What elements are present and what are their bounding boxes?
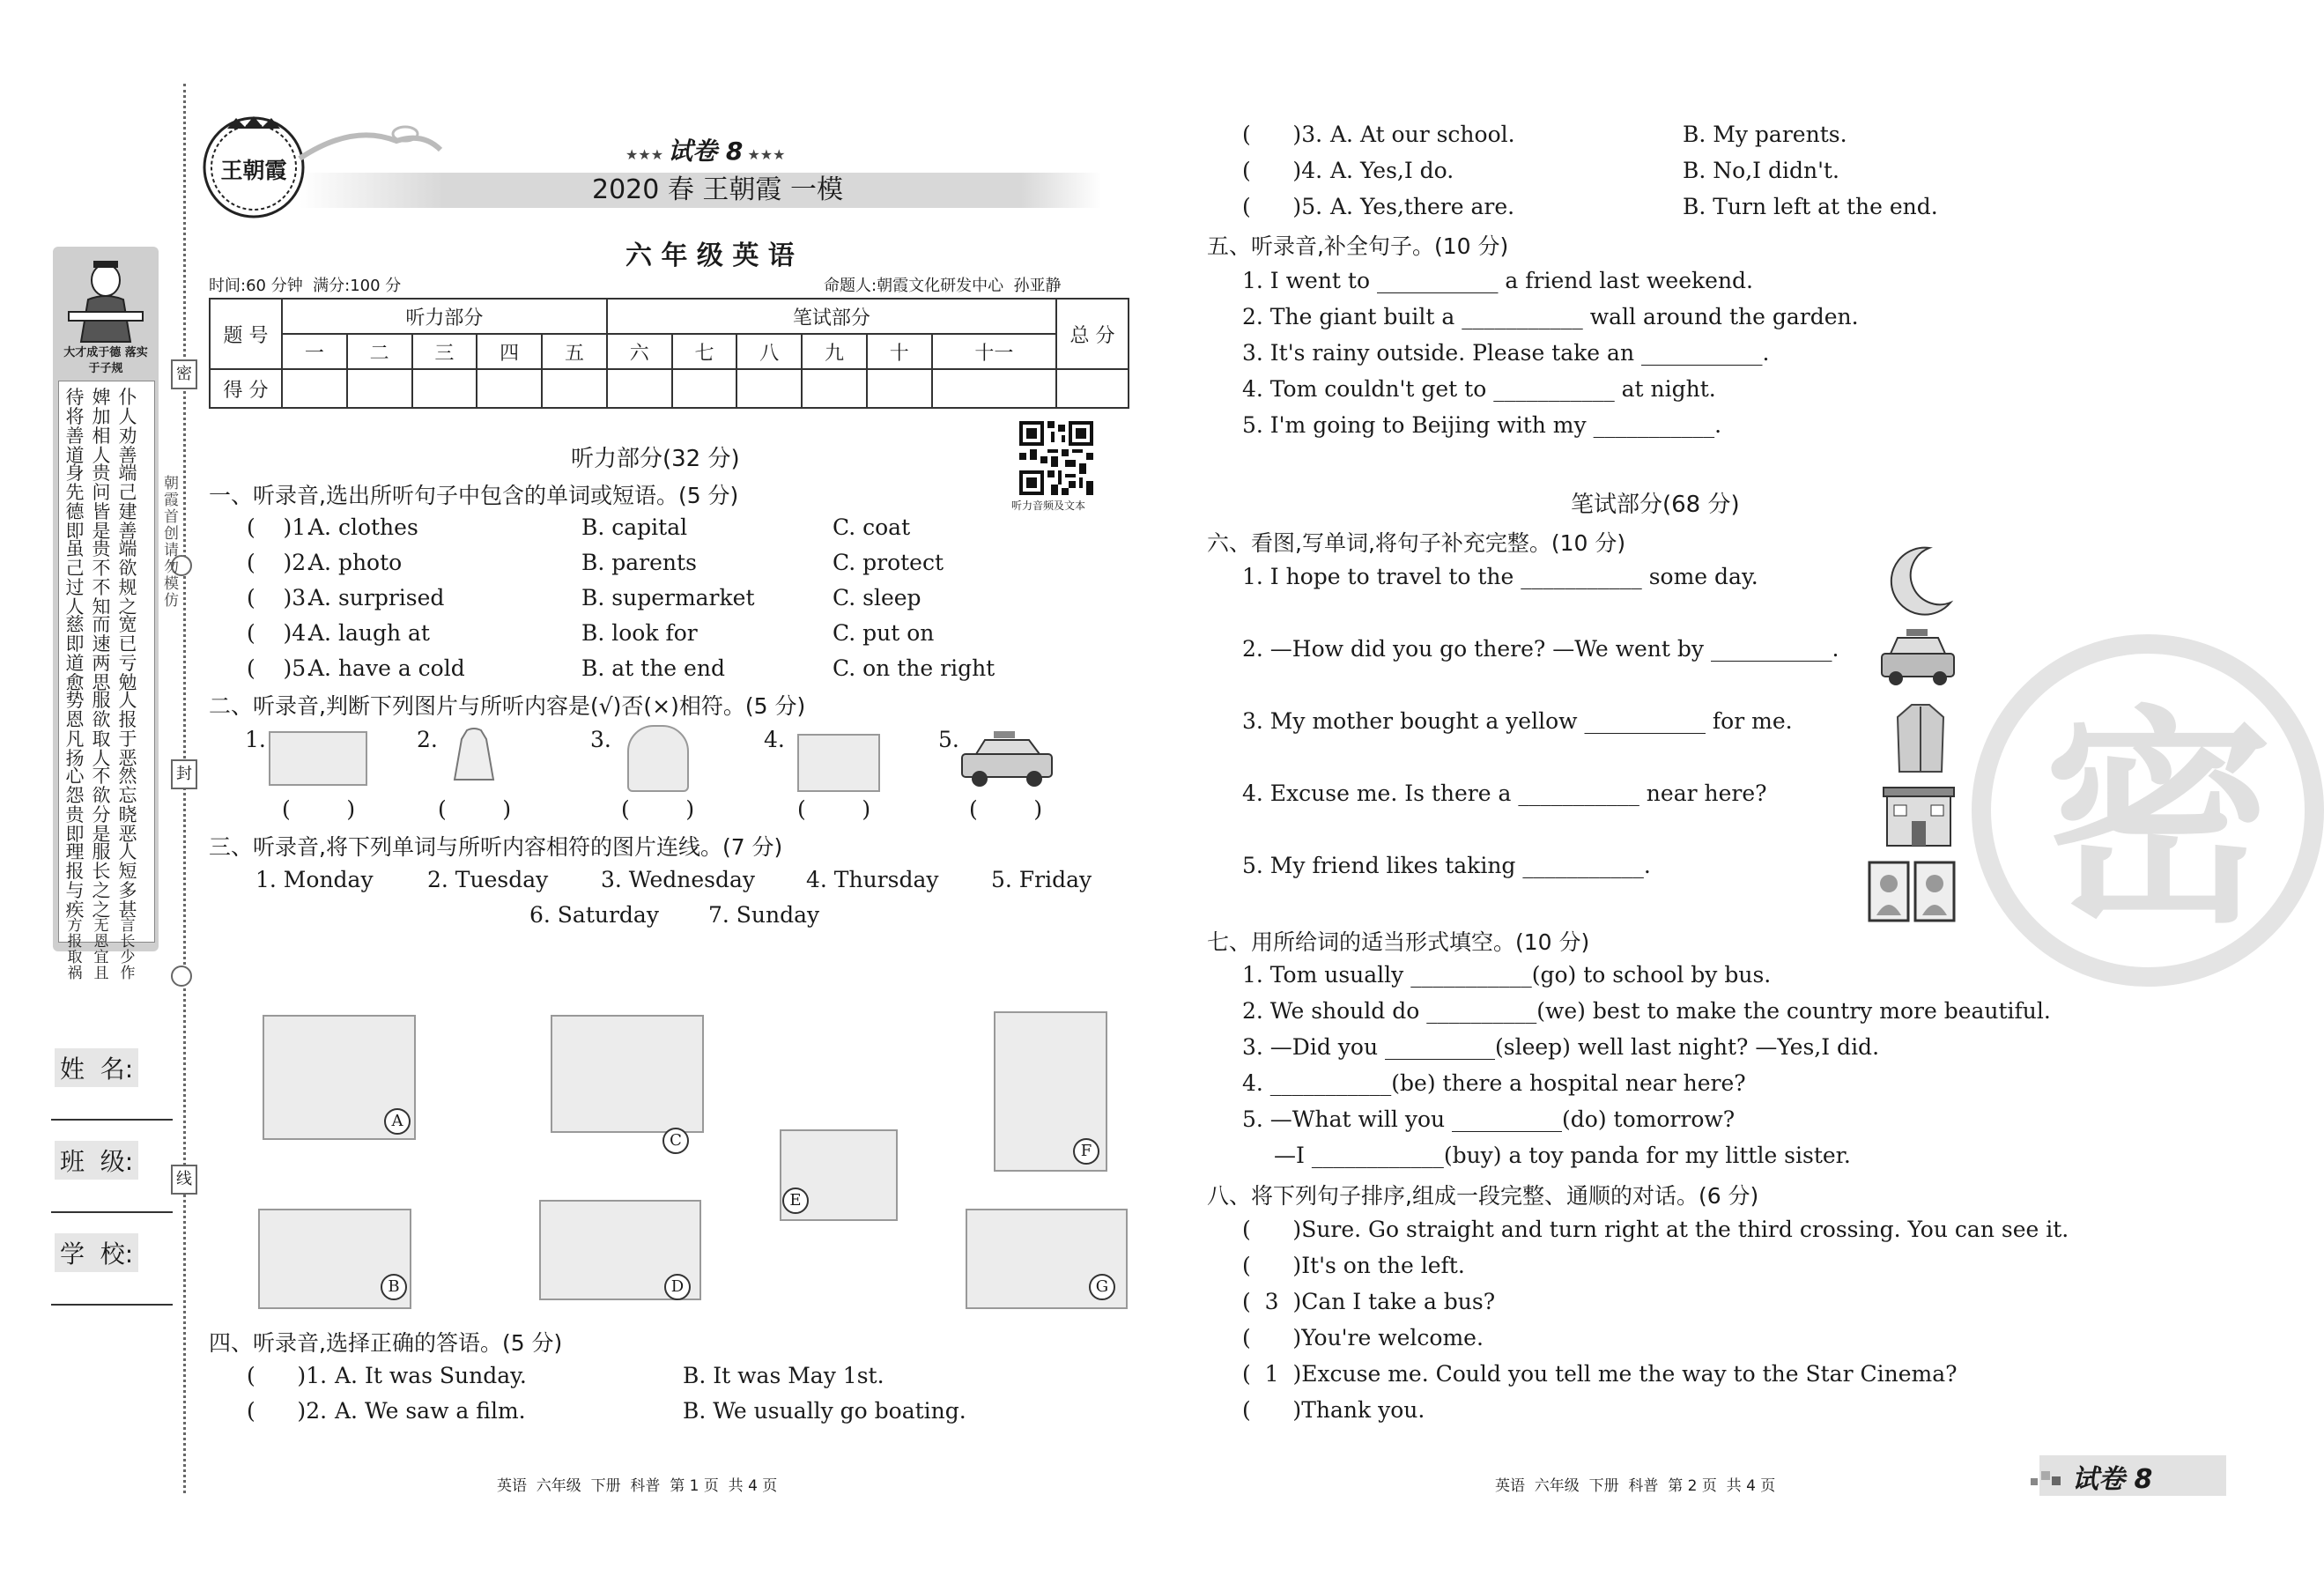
s6-item-1[interactable]: 1. I hope to travel to the ___________ some day. — [1242, 564, 1758, 589]
qr-code[interactable] — [1019, 421, 1093, 495]
watermark-char: 密 — [2044, 688, 2273, 954]
s1-item-1 — [247, 513, 911, 543]
time-info: 时间:60 分钟 满分:100 分 — [209, 277, 402, 295]
subject-title: 六 年 级 英 语 — [625, 240, 795, 271]
section-1-title: 一、听录音,选出所听句子中包含的单词或短语。(5 分) — [209, 483, 739, 508]
s2-paren-2[interactable]: ( ) — [438, 796, 512, 822]
s3-picture-c[interactable] — [551, 1015, 704, 1133]
s1-item-5 — [247, 654, 995, 684]
listening-title: 听力部分(32 分) — [571, 446, 740, 472]
option-c: C. on the right — [833, 655, 995, 681]
option-c: C. coat — [833, 514, 911, 540]
score-col: 八 — [736, 334, 802, 369]
s2-picture-2 — [448, 727, 500, 787]
s4-item-5 — [1242, 192, 1938, 222]
option-b: B. No,I didn't. — [1683, 158, 1839, 183]
moon-icon — [1884, 544, 1954, 617]
logo-text: 王朝霞 — [220, 158, 287, 183]
motto-col: 贵问皆是 — [92, 462, 111, 542]
option-b: B. It was May 1st. — [683, 1363, 884, 1388]
s3-word-3[interactable]: 3. Wednesday — [601, 867, 756, 892]
score-table — [209, 298, 1129, 409]
paper-label-row — [625, 132, 785, 164]
logo — [201, 115, 307, 220]
s7-item-2[interactable]: 2. We should do __________(we) best to make the country more beautiful. — [1242, 998, 2051, 1024]
section-6-title: 六、看图,写单词,将句子补充完整。(10 分) — [1207, 530, 1626, 556]
motto-col: 势恩凡扬 — [65, 690, 85, 769]
taxi-icon — [1878, 627, 1958, 691]
school-input-line[interactable] — [51, 1304, 173, 1306]
dialogue-text: Excuse me. Could you tell me the way to the Star Cinema? — [1301, 1361, 1958, 1387]
footer-tag: 试卷 8 — [2072, 1464, 2153, 1495]
score-col: 五 — [542, 334, 607, 369]
option-a: A. have a cold — [308, 655, 465, 681]
motto-header: 大才成于德 落实于子规 — [63, 346, 148, 375]
option-b: B. capital — [581, 514, 688, 540]
s7-item-5[interactable]: 5. —What will you __________(do) tomorrow? — [1242, 1106, 1736, 1132]
score-table-total: 总 分 — [1056, 299, 1129, 369]
motto-col: 待将善道 — [65, 387, 85, 466]
score-cell[interactable] — [347, 369, 412, 408]
answer-paren[interactable]: ( )3. — [1242, 122, 1323, 147]
author-info: 命题人:朝霞文化研发中心 孙亚静 — [824, 277, 1062, 295]
motto-col: 服欲取人 — [92, 690, 111, 769]
option-a: A. Yes,I do. — [1330, 158, 1454, 183]
cut-line-label-2: 封 — [171, 759, 197, 789]
option-c: C. sleep — [833, 585, 921, 610]
s3-label-g: G — [1089, 1274, 1115, 1300]
option-c: C. protect — [833, 550, 944, 575]
s2-num-4: 4. — [764, 727, 785, 752]
dialogue-text: Can I take a bus? — [1301, 1289, 1496, 1314]
dialogue-text: Thank you. — [1301, 1397, 1425, 1423]
score-table-row-label: 得 分 — [210, 369, 282, 408]
motto-col: 方报取祸 — [67, 917, 83, 982]
score-cell[interactable] — [542, 369, 607, 408]
dialogue-text: It's on the left. — [1301, 1253, 1465, 1278]
s5-item-4[interactable]: 4. Tom couldn't get to ___________ at night. — [1242, 376, 1716, 402]
option-c: C. put on — [833, 620, 935, 646]
s5-item-1[interactable]: 1. I went to ___________ a friend last weekend. — [1242, 268, 1754, 293]
s7-item-5b[interactable]: —I ____________(buy) a toy panda for my little sister. — [1274, 1143, 1851, 1168]
class-label: 班 级: — [55, 1141, 138, 1180]
s3-word-6[interactable]: 6. Saturday — [529, 902, 659, 928]
s4-item-4 — [1242, 156, 1839, 186]
answer-paren[interactable]: ( )5. — [247, 655, 314, 681]
answer-paren[interactable]: ( )2. — [247, 550, 314, 575]
section-3-title: 三、听录音,将下列单词与所听内容相符的图片连线。(7 分) — [209, 834, 783, 860]
motto-col: 婢加相人 — [92, 387, 111, 466]
score-table-written: 笔试部分 — [607, 299, 1056, 334]
option-a: A. photo — [308, 550, 403, 575]
answer-paren[interactable]: ( )3. — [247, 585, 314, 610]
s4-item-2 — [247, 1396, 966, 1426]
motto-col: 言长少作 — [120, 917, 136, 982]
score-cell[interactable] — [477, 369, 542, 408]
answer-paren[interactable]: ( )2. — [247, 1398, 328, 1424]
footer-left: 英语 六年级 下册 科普 第 1 页 共 4 页 — [497, 1477, 778, 1495]
motto-col: 仆人劝善 — [118, 387, 137, 466]
motto-col: 宽已亏勉 — [118, 614, 137, 693]
section-8-title: 八、将下列句子排序,组成一段完整、通顺的对话。(6 分) — [1207, 1183, 1759, 1209]
s3-label-c: C — [662, 1128, 689, 1154]
s5-item-5[interactable]: 5. I'm going to Beijing with my ___________. — [1242, 412, 1722, 438]
option-b: B. Turn left at the end. — [1683, 194, 1938, 219]
score-col: 十 — [867, 334, 932, 369]
option-a: A. laugh at — [308, 620, 430, 646]
s6-item-3[interactable]: 3. My mother bought a yellow ___________ for me. — [1242, 708, 1793, 734]
s3-word-5[interactable]: 5. Friday — [991, 867, 1092, 892]
photos-icon — [1868, 859, 1956, 925]
order-paren[interactable]: ( 3 ) — [1242, 1289, 1302, 1314]
s6-item-4[interactable]: 4. Excuse me. Is there a ___________ near here? — [1242, 781, 1767, 806]
stars-left: ★★★ — [625, 146, 664, 163]
score-cell[interactable] — [802, 369, 867, 408]
s7-item-4[interactable]: 4. ___________(be) there a hospital near here? — [1242, 1070, 1746, 1096]
option-a: A. At our school. — [1330, 122, 1515, 147]
score-table-listening: 听力部分 — [282, 299, 607, 334]
s5-item-3[interactable]: 3. It's rainy outside. Please take an ___________. — [1242, 340, 1770, 366]
s1-item-3 — [247, 583, 921, 613]
score-cell[interactable] — [932, 369, 1056, 408]
score-col: 一 — [282, 334, 347, 369]
score-table-header-num: 题 号 — [210, 299, 282, 369]
score-col: 六 — [607, 334, 672, 369]
s4-item-3 — [1242, 120, 1847, 150]
s2-num-3: 3. — [590, 727, 611, 752]
option-b: B. look for — [581, 620, 698, 646]
score-col: 七 — [672, 334, 737, 369]
option-a: A. Yes,there are. — [1330, 194, 1515, 219]
score-cell[interactable] — [736, 369, 802, 408]
s3-word-4[interactable]: 4. Thursday — [806, 867, 939, 892]
section-2-title: 二、听录音,判断下列图片与所听内容是(√)否(×)相符。(5 分) — [209, 693, 806, 719]
qr-caption: 听力音频及文本 — [1011, 499, 1086, 512]
s1-item-4 — [247, 618, 935, 648]
s2-paren-3[interactable]: ( ) — [621, 796, 695, 822]
footer-tag-squares — [2031, 1464, 2062, 1491]
order-paren[interactable]: ( ) — [1242, 1253, 1302, 1278]
stars-right: ★★★ — [747, 146, 786, 163]
score-col: 二 — [347, 334, 412, 369]
motto-col: 不欲分是 — [92, 766, 111, 845]
coat-icon — [1892, 701, 1949, 775]
s3-label-f: F — [1073, 1138, 1099, 1165]
score-cell[interactable] — [607, 369, 672, 408]
s8-item-3 — [1242, 1287, 1495, 1317]
motto-col: 端己建善 — [118, 462, 137, 542]
scholar-figure — [63, 254, 148, 342]
motto-col: 理报与疾 — [65, 841, 85, 921]
s2-paren-4[interactable]: ( ) — [797, 796, 871, 822]
s8-item-2 — [1242, 1251, 1465, 1281]
score-cell[interactable] — [867, 369, 932, 408]
order-paren[interactable]: ( ) — [1242, 1325, 1302, 1350]
s6-item-5[interactable]: 5. My friend likes taking ___________. — [1242, 853, 1651, 878]
dialogue-text: Sure. Go straight and turn right at the third crossing. You can see it. — [1301, 1217, 2069, 1242]
s2-paren-5[interactable]: ( ) — [969, 796, 1043, 822]
written-title: 笔试部分(68 分) — [1571, 492, 1740, 518]
order-paren[interactable]: ( ) — [1242, 1217, 1302, 1242]
order-paren[interactable]: ( 1 ) — [1242, 1361, 1302, 1387]
answer-paren[interactable]: ( )4. — [1242, 158, 1323, 183]
option-b: B. at the end — [581, 655, 725, 681]
paper-label: 试卷 8 — [668, 137, 744, 166]
cut-line-label-3: 线 — [171, 1165, 197, 1195]
s8-item-4 — [1242, 1323, 1484, 1353]
s2-num-5: 5. — [938, 727, 959, 752]
s3-label-d: D — [664, 1274, 691, 1300]
s3-word-1[interactable]: 1. Monday — [255, 867, 374, 892]
s8-item-6 — [1242, 1395, 1425, 1425]
s2-picture-1 — [269, 731, 367, 786]
s7-item-3[interactable]: 3. —Did you __________(sleep) well last night? —Yes,I did. — [1242, 1034, 1880, 1060]
section-4-title: 四、听录音,选择正确的答语。(5 分) — [209, 1330, 563, 1356]
building-icon — [1882, 782, 1956, 849]
motto-col: 人短多甚 — [118, 841, 137, 921]
s6-item-2[interactable]: 2. —How did you go there? —We went by ___________. — [1242, 636, 1839, 662]
s1-item-2 — [247, 548, 944, 578]
score-cell[interactable] — [282, 369, 347, 408]
s3-label-e: E — [782, 1188, 809, 1214]
s3-word-2[interactable]: 2. Tuesday — [427, 867, 549, 892]
exam-title: 2020 春 王朝霞 一模 — [592, 174, 843, 205]
cut-line-circle-2 — [171, 966, 192, 987]
option-a: A. clothes — [308, 514, 418, 540]
s7-item-1[interactable]: 1. Tom usually ___________(go) to school by bus. — [1242, 962, 1772, 988]
s2-picture-5 — [958, 729, 1055, 791]
s3-label-a: A — [384, 1108, 411, 1135]
s5-item-2[interactable]: 2. The giant built a ___________ wall around the garden. — [1242, 304, 1859, 329]
class-input-line[interactable] — [51, 1211, 173, 1213]
s3-word-7[interactable]: 7. Sunday — [708, 902, 820, 928]
score-col: 十一 — [932, 334, 1056, 369]
motto-col: 身先德即 — [65, 462, 85, 542]
vertical-note: 朝霞首创 请勿模仿 — [164, 475, 179, 610]
order-paren[interactable]: ( ) — [1242, 1397, 1302, 1423]
option-b: B. supermarket — [581, 585, 755, 610]
motto-col: 心怨贵即 — [65, 766, 85, 845]
score-col: 九 — [802, 334, 867, 369]
motto-col: 贵不不知 — [92, 538, 111, 618]
section-5-title: 五、听录音,补全句子。(10 分) — [1207, 233, 1509, 259]
name-label: 姓 名: — [55, 1048, 138, 1087]
watermark-seal — [1972, 634, 2324, 987]
motto-col: 端欲规之 — [118, 538, 137, 618]
motto-col: 人报于恶 — [118, 690, 137, 769]
motto-col: 而速两思 — [92, 614, 111, 693]
motto-col: 然忘晓恶 — [118, 766, 137, 845]
s3-label-b: B — [381, 1274, 407, 1300]
motto-col: 服长之之 — [92, 841, 111, 921]
answer-paren[interactable]: ( )5. — [1242, 194, 1323, 219]
cut-line-label-1: 密 — [171, 359, 197, 389]
answer-paren[interactable]: ( )1. — [247, 1363, 328, 1388]
s8-item-5 — [1242, 1359, 1958, 1389]
ribbon-decoration — [300, 115, 440, 167]
option-b: B. We usually go boating. — [683, 1398, 966, 1424]
section-7-title: 七、用所给词的适当形式填空。(10 分) — [1207, 929, 1590, 955]
answer-paren[interactable]: ( )4. — [247, 620, 314, 646]
footer-right: 英语 六年级 下册 科普 第 2 页 共 4 页 — [1495, 1477, 1776, 1495]
name-input-line[interactable] — [51, 1119, 173, 1121]
score-cell[interactable] — [1056, 369, 1129, 408]
motto-col: 慈即道愈 — [65, 614, 85, 693]
option-a: A. surprised — [308, 585, 445, 610]
dialogue-text: You're welcome. — [1301, 1325, 1484, 1350]
score-cell[interactable] — [412, 369, 477, 408]
s8-item-1 — [1242, 1215, 2069, 1245]
score-col: 四 — [477, 334, 542, 369]
option-b: B. My parents. — [1683, 122, 1847, 147]
score-col: 三 — [412, 334, 477, 369]
motto-col: 无恩宜且 — [93, 917, 109, 982]
score-cell[interactable] — [672, 369, 737, 408]
option-a: A. It was Sunday. — [335, 1363, 527, 1388]
school-label: 学 校: — [55, 1233, 138, 1272]
option-b: B. parents — [581, 550, 697, 575]
answer-paren[interactable]: ( )1. — [247, 514, 314, 540]
s2-picture-3 — [627, 725, 689, 792]
s2-paren-1[interactable]: ( ) — [282, 796, 356, 822]
s2-num-2: 2. — [417, 727, 438, 752]
motto-col: 虽己过人 — [65, 538, 85, 618]
s2-num-1: 1. — [245, 727, 266, 752]
s4-item-1 — [247, 1361, 884, 1391]
option-a: A. We saw a film. — [335, 1398, 526, 1424]
s2-picture-4 — [797, 734, 880, 792]
